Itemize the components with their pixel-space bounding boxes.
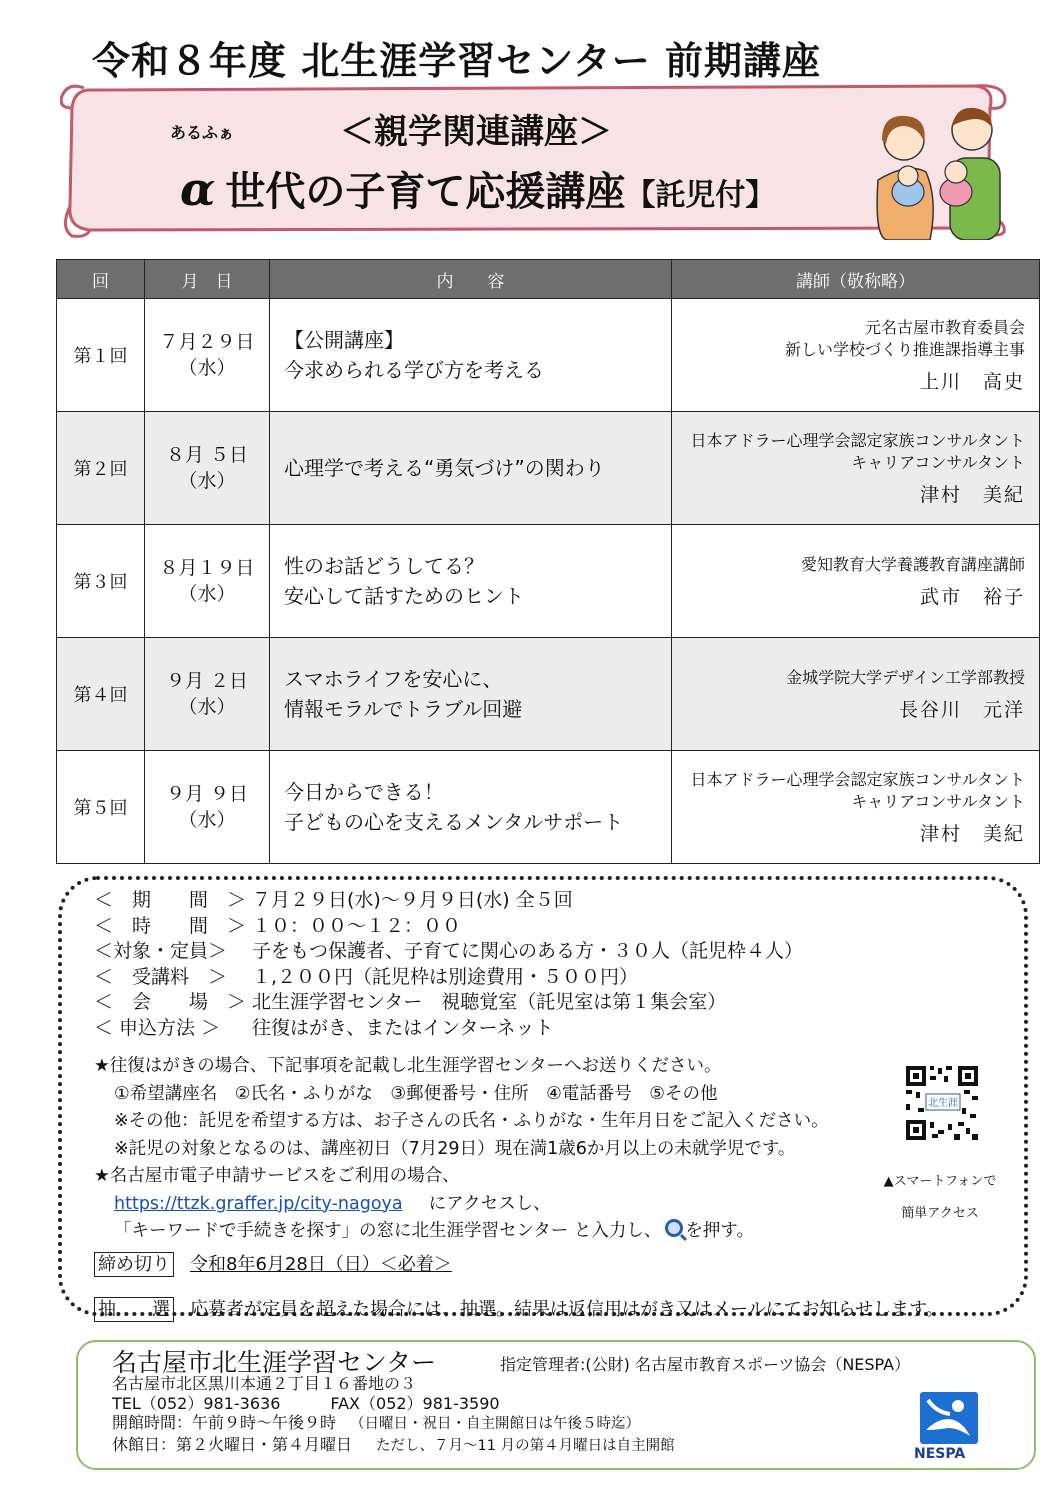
deadline-label: 締め切り	[94, 1252, 174, 1277]
session-topic: 【公開講座】 今求められる学び方を考える	[270, 299, 672, 412]
deadline-value: 令和8年6月28日（日）＜必着＞	[190, 1254, 452, 1275]
col-header-session: 回	[57, 260, 145, 299]
qr-caption: ▲スマートフォンで 簡単アクセス	[883, 1174, 997, 1221]
application-url-link[interactable]: https://ttzk.graffer.jp/city-nagoya	[114, 1193, 403, 1214]
application-notes: ★往復はがきの場合、下記事項を記載し北生涯学習センターへお送りください。 ①希望講座名 ②氏名・ふりがな ③郵便番号・住所 ④電話番号 ⑤その他 ※その他：託児を希望する方は、お子さんの氏名・ふりがな・生年月日をご記入ください。 ※託児の対象となるのは、講座初日（7月29日）現在満1歳6か月以上の未就学児です。 ★名古屋市電子申請サービスをご利用の場合、 https://ttzk.graffer.jp/city-nagoya にアクセスし、 「キーワードで手続きを探す」の窓に北生涯学習センター と入力し、 を押す。	[94, 1056, 829, 1241]
childcare-tag: 【託児付】	[625, 178, 776, 213]
session-topic: 心理学で考える“勇気づけ”の関わり	[270, 412, 672, 525]
detail-apply: ＜ 申込方法 ＞ 往復はがき、またはインターネット	[94, 1016, 554, 1039]
table-row	[57, 638, 1040, 751]
table-header-row	[57, 260, 1040, 299]
detail-period: ＜ 期 間 ＞ ７月２９日(水)～９月９日(水) 全５回	[94, 889, 573, 911]
col-header-date: 月 日	[145, 260, 270, 299]
session-lecturer: 元名古屋市教育委員会 新しい学校づくり推進課指導主事 上川 高史	[672, 299, 1040, 412]
session-date: ８月１９日 （水）	[145, 525, 270, 638]
col-header-content: 内 容	[270, 260, 672, 299]
detail-time: ＜ 時 間 ＞ １０：００～１２：００	[94, 914, 462, 937]
table-row	[57, 299, 1040, 412]
address: 名古屋市北区黒川本通２丁目１６番地の３	[112, 1374, 417, 1393]
designated-manager: 指定管理者:(公財) 名古屋市教育スポーツ協会（NESPA）	[500, 1355, 911, 1374]
session-number: 第５回	[57, 751, 145, 864]
qr-label: 北生涯	[928, 1098, 958, 1109]
banner-main-title	[180, 160, 775, 217]
session-lecturer: 愛知教育大学養護教育講座講師 武市 裕子	[672, 525, 1040, 638]
main-title-text: 世代の子育て応援講座	[225, 169, 626, 215]
session-number: 第４回	[57, 638, 145, 751]
page-title: 令和８年度 北生涯学習センター 前期講座	[92, 39, 821, 83]
family-illustration	[868, 100, 1008, 240]
banner-subtitle: ＜親学関連講座＞	[340, 112, 612, 152]
session-number: 第１回	[57, 299, 145, 412]
nespa-logo-text: NESPA	[914, 1446, 966, 1462]
table-row	[57, 525, 1040, 638]
table-row	[57, 412, 1040, 525]
col-header-lecturer: 講師（敬称略）	[672, 260, 1040, 299]
session-number: 第２回	[57, 412, 145, 525]
detail-target: ＜対象・定員＞ 子をもつ保護者、子育てに関心のある方・３０人（託児枠４人）	[94, 940, 804, 962]
detail-fee: ＜ 受講料 ＞ １,２００円（託児枠は別途費用・５００円）	[94, 965, 639, 988]
lottery-label: 抽 選	[94, 1297, 174, 1322]
session-topic: 今日からできる！ 子どもの心を支えるメンタルサポート	[270, 751, 672, 864]
search-icon	[665, 1219, 683, 1237]
course-details	[94, 888, 803, 1041]
deadline	[94, 1250, 452, 1276]
session-date: ７月２９日 （水）	[145, 299, 270, 412]
lottery-note	[94, 1295, 944, 1321]
session-date: ８月 ５日 （水）	[145, 412, 270, 525]
session-date: ９月 ２日 （水）	[145, 638, 270, 751]
session-topic: 性のお話どうしてる？ 安心して話すためのヒント	[270, 525, 672, 638]
session-lecturer: 日本アドラー心理学会認定家族コンサルタント キャリアコンサルタント 津村 美紀	[672, 412, 1040, 525]
contact-info	[112, 1374, 675, 1456]
detail-venue: ＜ 会 場 ＞ 北生涯学習センター 視聴覚室（託児室は第１集会室）	[94, 991, 727, 1013]
session-number: 第３回	[57, 525, 145, 638]
session-lecturer: 日本アドラー心理学会認定家族コンサルタント キャリアコンサルタント 津村 美紀	[672, 751, 1040, 864]
session-date: ９月 ９日 （水）	[145, 751, 270, 864]
table-row	[57, 751, 1040, 864]
schedule-table	[56, 259, 1040, 864]
session-topic: スマホライフを安心に、 情報モラルでトラブル回避	[270, 638, 672, 751]
organization-name: 名古屋市北生涯学習センター	[112, 1348, 437, 1377]
alpha-symbol: α	[180, 162, 216, 216]
title-furigana: あるふぁ	[170, 123, 235, 142]
qr-code[interactable]	[904, 1064, 980, 1142]
phone-fax: TEL（052）981-3636 FAX（052）981-3590	[112, 1393, 500, 1413]
opening-hours: 開館時間：午前９時～午後９時 （日曜日・祝日・自主開館日は午後５時迄）	[112, 1413, 641, 1432]
session-lecturer: 金城学院大学デザイン工学部教授 長谷川 元洋	[672, 638, 1040, 751]
closed-days: 休館日：第２火曜日・第４月曜日 ただし、７月～11 月の第４月曜日は自主開館	[112, 1434, 675, 1454]
lottery-value: 応募者が定員を超えた場合には、抽選。結果は返信用はがき又はメールにてお知らせします。	[190, 1299, 944, 1320]
nespa-logo	[914, 1390, 984, 1446]
